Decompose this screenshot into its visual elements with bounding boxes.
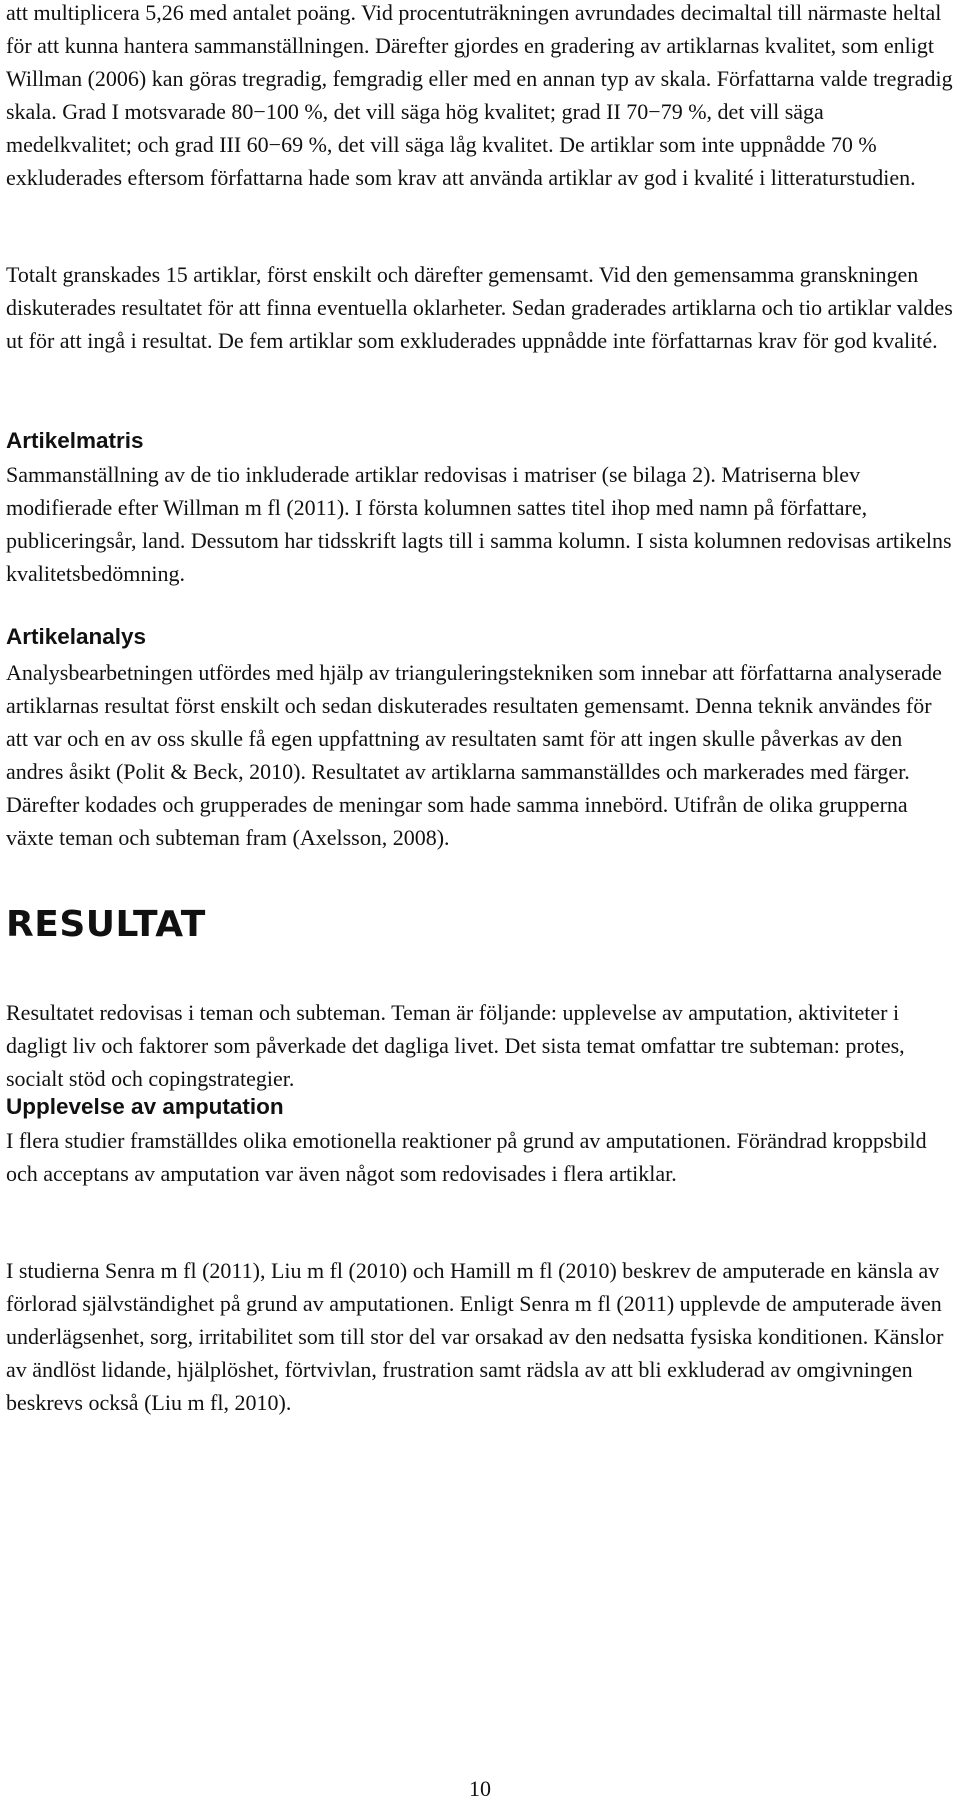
document-page bbox=[6, 0, 954, 1804]
paragraph-analysis: Analysbearbetningen utfördes med hjälp av trianguleringstekniken som innebar att författarna analyserade artiklarnas resultat först enskilt och sedan diskuterades resultaten gemensamt. Denna teknik användes för att var och en av oss skulle få egen uppfattning av resultaten samt för att ingen skulle påverkas av den andres åsikt (Polit & Beck, 2010). Resultatet av artiklarna sammanställdes och markerades med färger. Därefter kodades och grupperades de meningar som hade samma innebörd. Utifrån de olika grupperna växte teman och subteman fram (Axelsson, 2008). bbox=[6, 660, 942, 850]
heading-artikelanalys: Artikelanalys bbox=[6, 624, 147, 649]
paragraph-results-intro: Resultatet redovisas i teman och subteman. Teman är följande: upplevelse av amputation, aktiviteter i dagligt liv och faktorer som påverkade det dagliga livet. Det sista temat omfattar tre subteman: protes, socialt stöd och copingstrategier. bbox=[6, 1000, 905, 1091]
paragraph-review: Totalt granskades 15 artiklar, först enskilt och därefter gemensamt. Vid den gemensamma granskningen diskuterades resultatet för att finna eventuella oklarheter. Sedan graderades artiklarna och tio artiklar valdes ut för att ingå i resultat. De fem artiklar som exkluderades uppnådde inte författarnas krav för god kvalité. bbox=[6, 262, 953, 353]
paragraph-experience-2: I studierna Senra m fl (2011), Liu m fl (2010) och Hamill m fl (2010) beskrev de amputerade en känsla av förlorad självständighet på grund av amputationen. Enligt Senra m fl (2011) upplevde de amputerade även underlägsenhet, sorg, irritabilitet som till stor del var orsakad av den nedsatta fysiska konditionen. Känslor av ändlöst lidande, hjälplöshet, förtvivlan, frustration samt rädsla av att bli exkluderad av omgivningen beskrevs också (Liu m fl, 2010). bbox=[6, 1258, 944, 1415]
paragraph-method-continued: att multiplicera 5,26 med antalet poäng. Vid procentuträkningen avrundades decimaltal till närmaste heltal för att kunna hantera sammanställningen. Därefter gjordes en gradering av artiklarnas kvalitet, som enligt Willman (2006) kan göras tregradig, femgradig eller med en annan typ av skala. Författarna valde tregradig skala. Grad I motsvarade 80−100 %, det vill säga hög kvalitet; grad II 70−79 %, det vill säga medelkvalitet; och grad III 60−69 %, det vill säga låg kvalitet. De artiklar som inte uppnådde 70 % exkluderades eftersom författarna hade som krav att använda artiklar av god i kvalité i litteraturstudien. bbox=[6, 0, 953, 190]
heading-resultat: RESULTAT bbox=[6, 904, 206, 945]
paragraph-matrix: Sammanställning av de tio inkluderade artiklar redovisas i matriser (se bilaga 2). Matriserna blev modifierade efter Willman m fl (2011). I första kolumnen sattes titel ihop med namn på författare, publiceringsår, land. Dessutom har tidsskrift lagts till i samma kolumn. I sista kolumnen redovisas artikelns kvalitetsbedömning. bbox=[6, 462, 952, 586]
heading-upplevelse-av-amputation: Upplevelse av amputation bbox=[6, 1094, 284, 1119]
page-number: 10 bbox=[469, 1776, 491, 1801]
heading-artikelmatris: Artikelmatris bbox=[6, 428, 144, 453]
paragraph-experience-1: I flera studier framställdes olika emotionella reaktioner på grund av amputationen. Förändrad kroppsbild och acceptans av amputation var även något som redovisades i flera artiklar. bbox=[6, 1128, 927, 1186]
